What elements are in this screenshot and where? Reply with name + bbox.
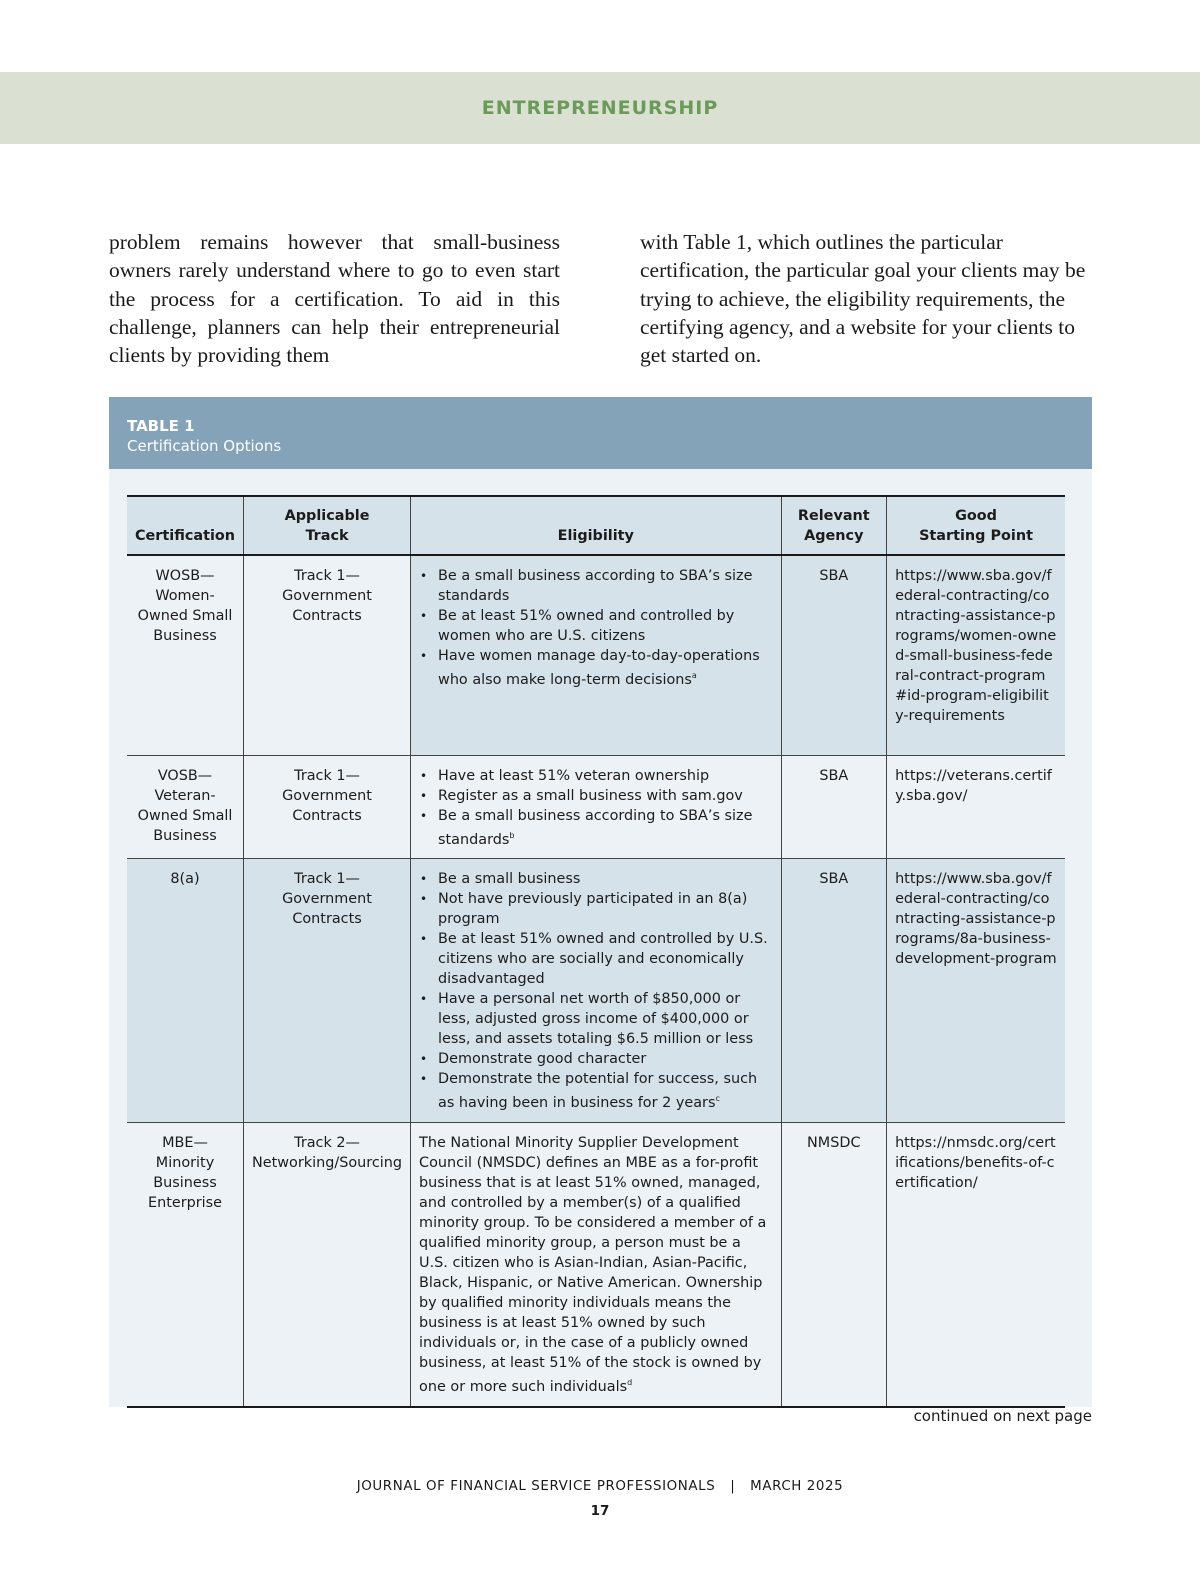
footnote-marker: b: [509, 830, 515, 840]
cell-agency: SBA: [781, 859, 887, 1123]
table-row: [127, 555, 1065, 755]
eligibility-item: • Be a small business according to SBA’s size standards$^b$: [438, 806, 772, 850]
eligibility-item: • Have a personal net worth of $850,000 or less, adjusted gross income of $400,000 or less, and assets totaling $6.5 million or less: [438, 989, 772, 1049]
table-caption: [109, 397, 1092, 469]
footnote-marker: d: [627, 1378, 633, 1388]
table-header-row: [127, 496, 1065, 555]
intro-text: [109, 228, 1092, 369]
eligibility-item: • Demonstrate the potential for success, such as having been in business for 2 years$^c$: [438, 1069, 772, 1113]
certification-table: [127, 495, 1065, 1408]
eligibility-item: • Register as a small business with sam.gov: [438, 786, 772, 806]
eligibility-item: • Have women manage day-to-day-operations who also make long-term decisions$^a$: [438, 646, 772, 690]
eligibility-item: • Be at least 51% owned and controlled by women who are U.S. citizens: [438, 606, 772, 646]
cell-certification: MBE—Minority Business Enterprise: [127, 1123, 244, 1407]
footer-separator: |: [730, 1479, 736, 1494]
header-agency: Relevant Agency: [781, 496, 887, 555]
table-row: [127, 755, 1065, 859]
intro-right-column: with Table 1, which outlines the particular certification, the particular goal your clients may be trying to achieve, the eligibility requirements, the certifying agency, and a website for your clients to get started on.: [640, 230, 1086, 368]
intro-left-column: problem remains however that small-business owners rarely understand where to go to even start the process for a certification. To aid in this challenge, planners can help their entrepreneurial clients by providing them: [109, 230, 560, 368]
cell-eligibility: [411, 555, 781, 755]
cell-agency: SBA: [781, 755, 887, 859]
header-track: Applicable Track: [244, 496, 411, 555]
cell-certification: 8(a): [127, 859, 244, 1123]
cell-certification: VOSB—Veteran-Owned Small Business: [127, 755, 244, 859]
eligibility-item: • Be a small business: [438, 869, 772, 889]
footnote-marker: a: [691, 671, 697, 680]
cell-agency: NMSDC: [781, 1123, 887, 1407]
cell-track: Track 1—Government Contracts: [244, 859, 411, 1123]
cell-track: Track 1—Government Contracts: [244, 555, 411, 755]
eligibility-item: • Be at least 51% owned and controlled by U.S. citizens who are socially and economically disadvantaged: [438, 929, 772, 989]
header-certification: Certification: [127, 496, 244, 555]
eligibility-item: • Demonstrate good character: [438, 1049, 772, 1069]
section-header-band: [0, 72, 1200, 144]
cell-eligibility: [411, 859, 781, 1123]
header-starting-point: Good Starting Point: [887, 496, 1065, 555]
eligibility-item: • Be a small business according to SBA’s size standards: [438, 566, 772, 606]
table-label: TABLE 1: [127, 417, 195, 435]
cell-track: Track 2—Networking/Sourcing: [244, 1123, 411, 1407]
table-row: [127, 1123, 1065, 1407]
cell-url[interactable]: https://nmsdc.org/certifications/benefits-of-certification/: [887, 1123, 1065, 1407]
cell-agency: SBA: [781, 555, 887, 755]
table-title: Certification Options: [127, 437, 282, 455]
table-container: [109, 397, 1092, 1407]
cell-url[interactable]: https://veterans.certify.sba.gov/: [887, 755, 1065, 859]
cell-eligibility: [411, 755, 781, 859]
eligibility-item: • Have at least 51% veteran ownership: [438, 766, 772, 786]
table-row: [127, 859, 1065, 1123]
cell-url[interactable]: https://www.sba.gov/federal-contracting/contracting-assistance-programs/8a-business-development-program: [887, 859, 1065, 1123]
eligibility-item: • Not have previously participated in an 8(a) program: [438, 889, 772, 929]
page-footer: [0, 1479, 1200, 1494]
cell-eligibility: The National Minority Supplier Development Council (NMSDC) defines an MBE as a for-profit business that is at least 51% owned, managed, and controlled by a member(s) of a qualified minority group. To be considered a member of a qualified minority group, a person must be a U.S. citizen who is Asian-Indian, Asian-Pacific, Black, Hispanic, or Native American. Ownership by qualified minority individuals means the business is at least 51% owned by such individuals or, in the case of a publicly owned business, at least 51% of the stock is owned by one or more such individuals$^d$: [411, 1123, 781, 1407]
cell-track: Track 1—Government Contracts: [244, 755, 411, 859]
journal-name: JOURNAL OF FINANCIAL SERVICE PROFESSIONALS: [356, 1479, 716, 1494]
section-title: ENTREPRENEURSHIP: [481, 97, 719, 119]
page-number: 17: [590, 1503, 610, 1519]
continued-note: continued on next page: [913, 1407, 1092, 1425]
footnote-marker: c: [715, 1094, 720, 1104]
header-eligibility: Eligibility: [411, 496, 781, 555]
issue-date: MARCH 2025: [750, 1479, 844, 1494]
cell-certification: WOSB—Women-Owned Small Business: [127, 555, 244, 755]
cell-url[interactable]: https://www.sba.gov/federal-contracting/contracting-assistance-programs/women-owned-small-business-federal-contract-program#id-program-eligibility-requirements: [887, 555, 1065, 755]
